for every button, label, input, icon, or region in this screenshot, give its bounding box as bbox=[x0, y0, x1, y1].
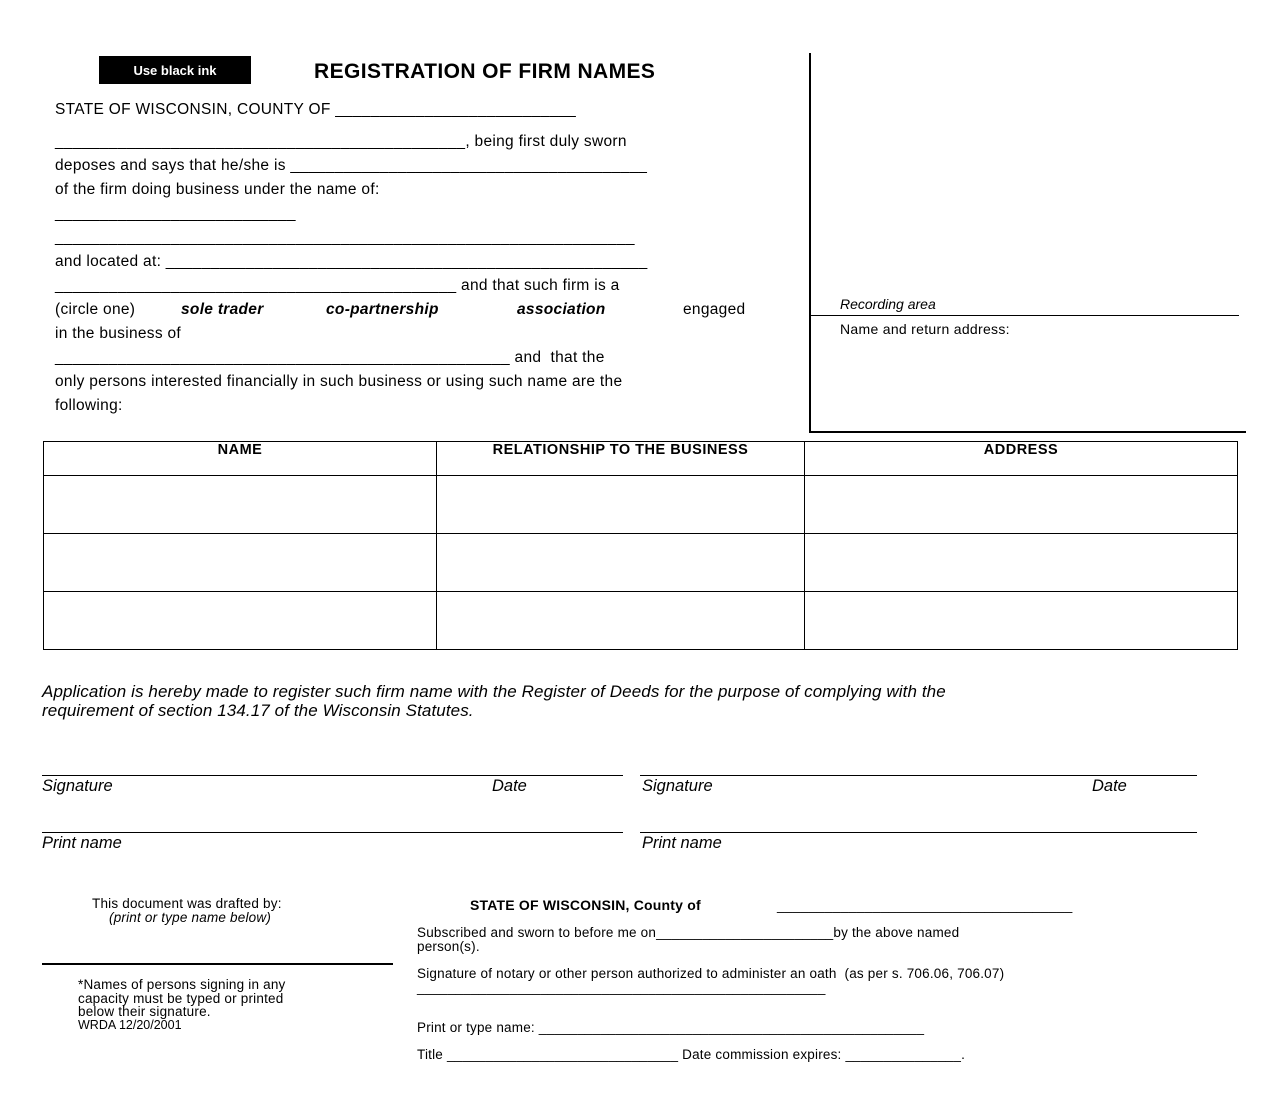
print-name-line-right[interactable] bbox=[640, 832, 1197, 833]
notary-title-commission-line[interactable]: Title ______________________________ Date commission expires: _______________. bbox=[417, 1047, 966, 1062]
county-line[interactable]: STATE OF WISCONSIN, COUNTY OF ___________________________ bbox=[55, 101, 577, 118]
notary-signature-blank[interactable]: _____________________________________________________ bbox=[417, 980, 826, 995]
persons-table bbox=[43, 441, 1238, 650]
drafted-by-label: This document was drafted by: bbox=[92, 896, 282, 911]
signers-note-2: capacity must be typed or printed bbox=[78, 991, 284, 1006]
relationship-cell[interactable] bbox=[437, 534, 805, 592]
interested-persons-text: only persons interested financially in such business or using such name are the bbox=[55, 373, 623, 390]
address-cell[interactable] bbox=[805, 592, 1238, 650]
recording-area-bottom-border bbox=[809, 431, 1246, 433]
signature-label-left: Signature bbox=[42, 777, 113, 795]
following-text: following: bbox=[55, 397, 123, 414]
business-of-label: in the business of bbox=[55, 325, 182, 342]
address-cell[interactable] bbox=[805, 476, 1238, 534]
signers-note-3: below their signature. bbox=[78, 1004, 211, 1019]
recording-area-rule bbox=[811, 315, 1239, 316]
option-association[interactable]: association bbox=[517, 301, 606, 318]
name-return-address-label: Name and return address: bbox=[840, 321, 1010, 337]
option-co-partnership[interactable]: co-partnership bbox=[326, 301, 439, 318]
column-header-address: ADDRESS bbox=[805, 442, 1238, 476]
form-id: WRDA 12/20/2001 bbox=[78, 1018, 182, 1032]
drafted-by-line[interactable] bbox=[42, 963, 393, 965]
name-cell[interactable] bbox=[44, 476, 437, 534]
relationship-cell[interactable] bbox=[437, 476, 805, 534]
signature-line-right[interactable] bbox=[640, 775, 1197, 776]
notary-county-blank[interactable]: _____________________________________ bbox=[777, 897, 1073, 913]
print-name-label-left: Print name bbox=[42, 834, 122, 852]
column-header-relationship: RELATIONSHIP TO THE BUSINESS bbox=[437, 442, 805, 476]
signature-line-left[interactable] bbox=[42, 775, 623, 776]
location-line-2[interactable]: _____________________________________________ and that such firm is a bbox=[55, 277, 620, 294]
application-statement-1: Application is hereby made to register such firm name with the Register of Deeds for the purpose of complying with the bbox=[42, 682, 946, 701]
drafted-by-instruction: (print or type name below) bbox=[109, 910, 272, 925]
signers-note-1: *Names of persons signing in any bbox=[78, 977, 286, 992]
print-name-line-left[interactable] bbox=[42, 832, 623, 833]
circle-one-label: (circle one) bbox=[55, 301, 136, 318]
name-cell[interactable] bbox=[44, 592, 437, 650]
subscribed-sworn-line[interactable]: Subscribed and sworn to before me on_______________________by the above named bbox=[417, 925, 960, 940]
relationship-cell[interactable] bbox=[437, 592, 805, 650]
firm-name-intro: of the firm doing business under the name of: bbox=[55, 181, 380, 198]
date-label-right: Date bbox=[1092, 777, 1127, 795]
notary-state-label: STATE OF WISCONSIN, County of bbox=[470, 897, 701, 913]
form-title: REGISTRATION OF FIRM NAMES bbox=[314, 60, 656, 83]
subscribed-sworn-persons: person(s). bbox=[417, 939, 480, 954]
name-cell[interactable] bbox=[44, 534, 437, 592]
firm-name-blank-2[interactable]: _________________________________________________________________ bbox=[55, 229, 635, 246]
notary-signature-label: Signature of notary or other person authorized to administer an oath (as per s. 706.06, 706.07) bbox=[417, 966, 1005, 981]
engaged-text: engaged bbox=[683, 301, 746, 318]
column-header-name: NAME bbox=[44, 442, 437, 476]
print-name-label-right: Print name bbox=[642, 834, 722, 852]
notary-print-name-line[interactable]: Print or type name: __________________________________________________ bbox=[417, 1020, 925, 1035]
table-row bbox=[44, 592, 1238, 650]
firm-name-blank-1[interactable]: ___________________________ bbox=[55, 205, 296, 222]
affiant-role-line[interactable]: deposes and says that he/she is ________________________________________ bbox=[55, 157, 648, 174]
option-sole-trader[interactable]: sole trader bbox=[181, 301, 264, 318]
affiant-name-line[interactable]: ______________________________________________, being first duly sworn bbox=[55, 133, 627, 150]
date-label-left: Date bbox=[492, 777, 527, 795]
location-line[interactable]: and located at: ______________________________________________________ bbox=[55, 253, 648, 270]
recording-area-label: Recording area bbox=[840, 296, 936, 312]
address-cell[interactable] bbox=[805, 534, 1238, 592]
signature-label-right: Signature bbox=[642, 777, 713, 795]
table-row bbox=[44, 476, 1238, 534]
business-type-line[interactable]: ___________________________________________________ and that the bbox=[55, 349, 605, 366]
use-black-ink-badge: Use black ink bbox=[99, 56, 251, 84]
recording-area-divider bbox=[809, 53, 811, 433]
table-row bbox=[44, 534, 1238, 592]
application-statement-2: requirement of section 134.17 of the Wisconsin Statutes. bbox=[42, 701, 474, 720]
